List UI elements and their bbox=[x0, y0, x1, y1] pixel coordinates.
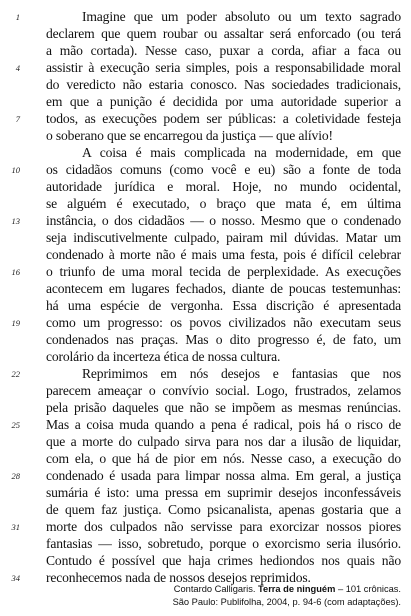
text-line: instância, o dos cidadãos — o nosso. Mesmo que o condenado bbox=[46, 213, 401, 228]
text-line: seja indiscutivelmente culpado, pairam mil dúvidas. Matar um bbox=[46, 230, 401, 245]
text-line: que a morte do culpado sirva para nos dar a ilusão de liquidar, bbox=[46, 434, 401, 449]
text-line: reconhecemos nada de nossos desejos reprimidos. bbox=[46, 570, 311, 585]
text-line: acontecem em lugares fechados, diante de poucas testemunhas: bbox=[46, 281, 401, 296]
text-line: em que a punição é decidida por uma autoridade superior a bbox=[46, 94, 401, 109]
text-line: parecem ameaçar o convívio social. Logo, frustrados, zelamos bbox=[46, 383, 401, 398]
text-line: o soberano que se encarregou da justiça — que alívio! bbox=[46, 128, 333, 143]
line-number: 10 bbox=[11, 165, 20, 175]
text-line: morte dos culpados não servisse para exorcizar nossos piores bbox=[46, 519, 401, 534]
text-line: do veredicto não estaria conosco. Nas sociedades tradicionais, bbox=[46, 77, 401, 92]
text-line: os cidadãos comuns (como você e eu) são a fonte de toda bbox=[46, 162, 401, 177]
text-line: todos, as execuções podem ser públicas: a coletividade festeja bbox=[46, 111, 401, 126]
text-line: condenado à morte não é mais uma festa, pois é difícil celebrar bbox=[46, 247, 401, 262]
line-number: 25 bbox=[11, 420, 20, 430]
text-line: Imagine que um poder absoluto ou um texto sagrado bbox=[82, 9, 401, 24]
text-line: Reprimimos em nós desejos e fantasias que nos bbox=[82, 366, 401, 381]
text-line: se alguém é executado, o braço que mata é, em última bbox=[46, 196, 401, 211]
source-book-title: Terra de ninguém bbox=[258, 584, 336, 594]
source-citation-line-1 bbox=[174, 583, 401, 595]
text-line: sumária é isto: uma pressa em suprimir desejos inconfessáveis bbox=[46, 485, 401, 500]
line-number: 1 bbox=[15, 12, 20, 22]
line-number: 16 bbox=[11, 267, 20, 277]
source-citation-line-2: São Paulo: Publifolha, 2004, p. 94-6 (com adaptações). bbox=[172, 597, 401, 607]
line-number: 28 bbox=[11, 471, 20, 481]
text-line: autoridade jurídica e moral. Hoje, no mundo ocidental, bbox=[46, 179, 401, 194]
line-number: 22 bbox=[11, 369, 20, 379]
line-number: 7 bbox=[15, 114, 20, 124]
text-line: há uma espécie de vergonha. Essa discrição é apresentada bbox=[46, 298, 401, 313]
text-line: pela prisão daqueles que não se impõem as mesmas renúncias. bbox=[46, 400, 401, 415]
text-line: declarem que quem roubar ou assaltar será enforcado (ou terá bbox=[46, 26, 401, 41]
text-line: corolário da incerteza ética de nossa cultura. bbox=[46, 349, 281, 364]
text-line: condenado é usada para limpar nossa alma. Em geral, a justiça bbox=[46, 468, 401, 483]
text-line: assistir à execução seria simples, pois a responsabilidade moral bbox=[46, 60, 401, 75]
text-line: a mão cortada). Nesse caso, puxar a corda, afiar a faca ou bbox=[46, 43, 401, 58]
text-line: Contudo é possível que haja crimes hediondos nos quais não bbox=[46, 553, 401, 568]
text-line: o triunfo de uma moral tecida de perplexidade. As execuções bbox=[46, 264, 401, 279]
line-number: 4 bbox=[15, 63, 20, 73]
line-number: 13 bbox=[11, 216, 20, 226]
text-line: fantasias — isso, sobretudo, porque o exorcismo seria ilusório. bbox=[46, 536, 401, 551]
text-line: de quem faz justiça. Como psicanalista, apenas gostaria que a bbox=[46, 502, 401, 517]
text-line: A coisa é mais complicada na modernidade, em que bbox=[82, 145, 401, 160]
text-line: condenados nas praças. Mas o dito progresso é, de fato, um bbox=[46, 332, 401, 347]
source-rest: – 101 crônicas. bbox=[335, 584, 401, 594]
text-line: Mas a coisa muda quando a pena é radical, pois há o risco de bbox=[46, 417, 401, 432]
line-number: 34 bbox=[11, 573, 20, 583]
line-number: 31 bbox=[11, 522, 20, 532]
source-author: Contardo Calligaris. bbox=[173, 584, 259, 594]
line-number: 19 bbox=[11, 318, 20, 328]
text-line: como um progresso: os povos civilizados não executam seus bbox=[46, 315, 401, 330]
text-line: com ela, o que há de pior em nós. Nesse caso, a execução do bbox=[46, 451, 401, 466]
